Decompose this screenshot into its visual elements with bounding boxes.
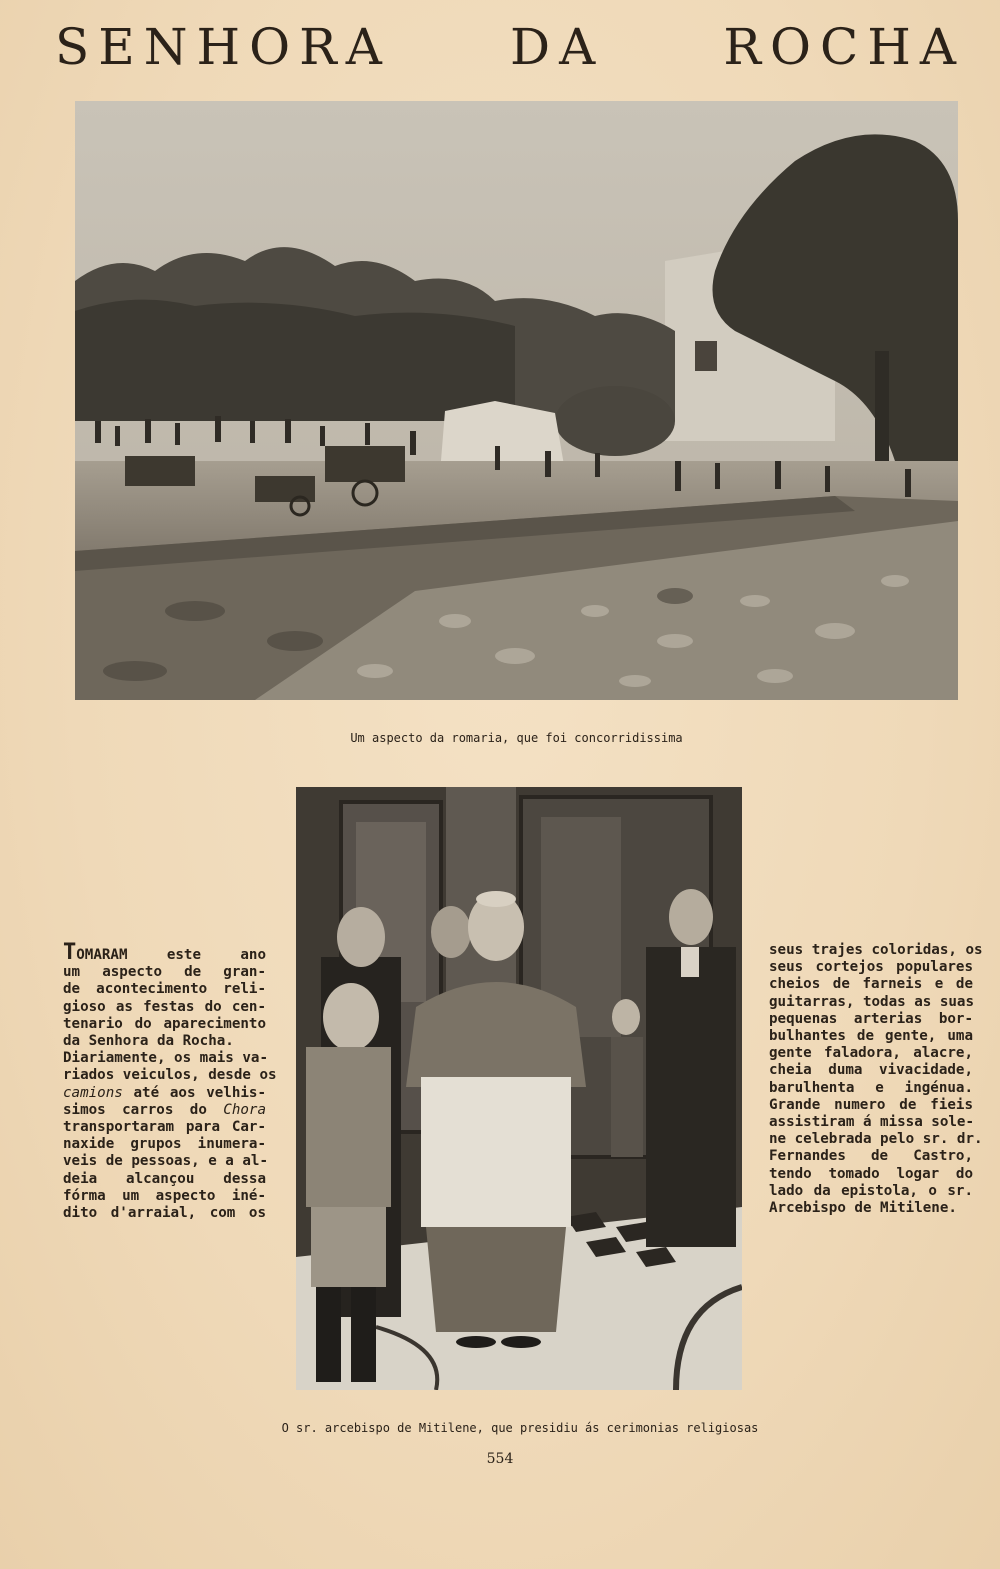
article-line: gente faladora, alacre, (769, 1045, 973, 1062)
page-number: 554 (486, 1451, 514, 1467)
article-line (63, 940, 266, 965)
article-line: deia alcançou dessa (63, 1170, 266, 1187)
article-line: pequenas arterias bor- (769, 1010, 973, 1027)
article-line: barulhenta e ingénua. (769, 1079, 973, 1096)
article-line: Grande numero de fieis (769, 1096, 973, 1113)
article-column-right (769, 942, 983, 1217)
article-line: tendo tomado logar do (769, 1165, 973, 1182)
article-line: guitarras, todas as suas (769, 993, 974, 1010)
article-line: gioso as festas do cen- (63, 998, 266, 1015)
italic-word: Chora (223, 1101, 266, 1118)
article-line: um aspecto de gran- (63, 964, 266, 981)
article-line: Arcebispo de Mitilene. (769, 1200, 957, 1217)
article-line: seus trajes coloridas, os (769, 942, 983, 958)
article-line: ne celebrada pelo sr. dr. (769, 1131, 983, 1148)
article-line: simos carros do Chora (63, 1101, 266, 1118)
article-line: seus cortejos populares (769, 959, 973, 976)
archbishop-photo (296, 787, 742, 1390)
article-line: transportaram para Car- (63, 1119, 266, 1136)
article-line: Fernandes de Castro, (769, 1148, 973, 1165)
title-word: DA (510, 18, 605, 76)
article-line: fórma um aspecto iné- (63, 1187, 266, 1204)
photo-caption: Um aspecto da romaria, que foi concorridissima (350, 731, 683, 745)
title-word: ROCHA (723, 18, 965, 76)
italic-word: camions (63, 1084, 123, 1101)
article-column-left (63, 940, 277, 1222)
title-word: SENHORA (55, 18, 391, 76)
article-line: dito d'arraial, com os (63, 1205, 266, 1222)
article-line: veis de pessoas, e a al- (63, 1153, 268, 1170)
article-line: naxide grupos inumera- (63, 1136, 266, 1153)
article-line: tenario do aparecimento (63, 1015, 266, 1032)
article-line: Diariamente, os mais va- (63, 1050, 268, 1067)
article-line: cheios de farneis e de (769, 976, 973, 993)
article-line: lado da epistola, o sr. (769, 1182, 973, 1199)
drop-cap: T (63, 940, 77, 965)
article-line: da Senhora da Rocha. (63, 1033, 234, 1050)
article-line: bulhantes de gente, uma (769, 1028, 973, 1045)
article-line-rest: OMARAM este ano (76, 947, 266, 963)
photo-caption: O sr. arcebispo de Mitilene, que presidiu ás cerimonias religiosas (281, 1421, 759, 1435)
page-title (55, 18, 965, 76)
article-line: riados veiculos, desde os (63, 1067, 277, 1084)
article-line: cheia duma vivacidade, (769, 1062, 973, 1079)
article-line: de acontecimento reli- (63, 981, 266, 998)
article-line: assistiram á missa sole- (769, 1114, 974, 1131)
romaria-photo (75, 101, 958, 700)
article-line: camions até aos velhis- (63, 1084, 266, 1101)
